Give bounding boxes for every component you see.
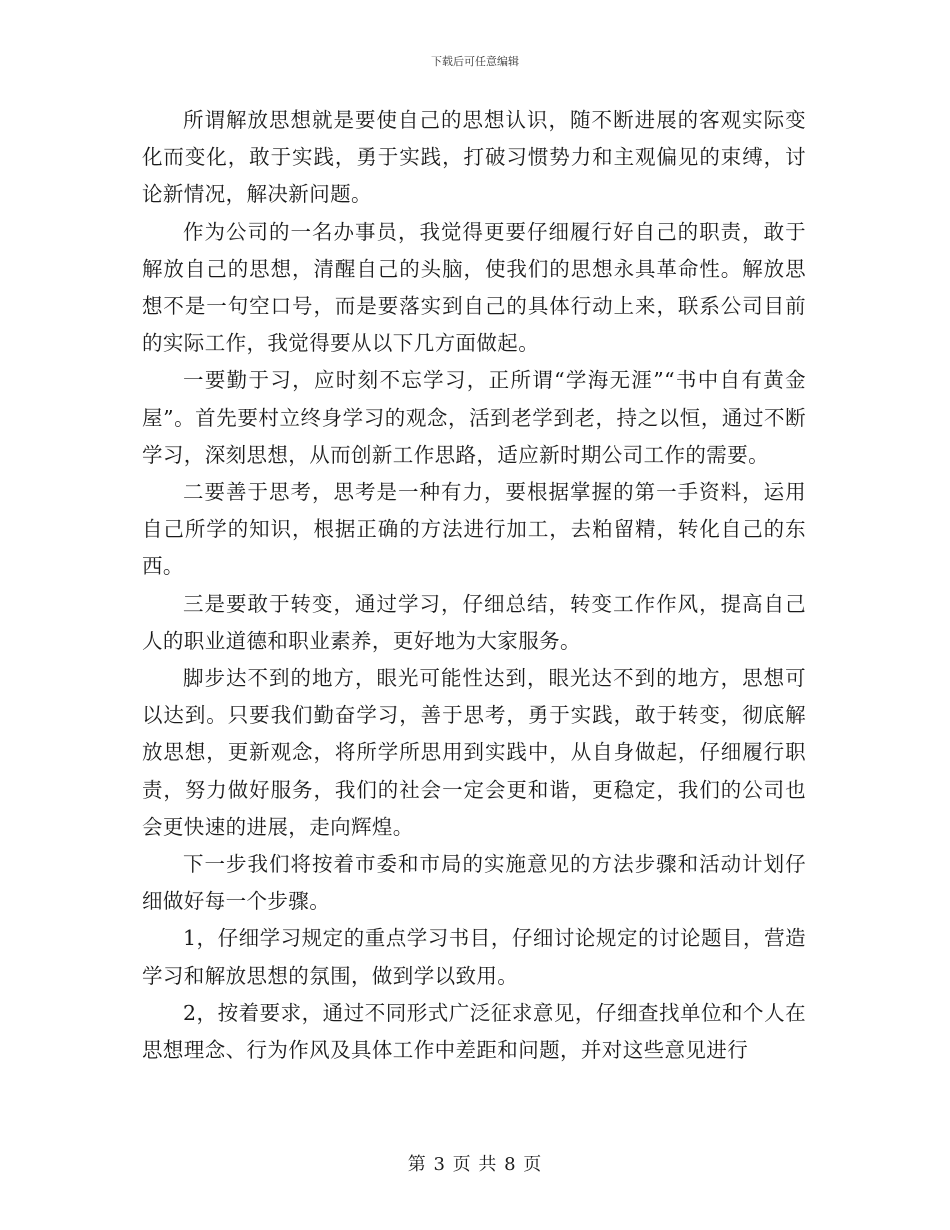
paragraph-8: 1，仔细学习规定的重点学习书目，仔细讨论规定的讨论题目，营造学习和解放思想的氛围，做到学以致用。 <box>142 926 806 988</box>
paragraph-9: 2，按着要求，通过不同形式广泛征求意见，仔细查找单位和个人在思想理念、行为作风及具体工作中差距和问题，并对这些意见进行 <box>142 1000 806 1063</box>
paragraph-2: 作为公司的一名办事员，我觉得更要仔细履行好自己的职责，敢于解放自己的思想，清醒自己的头脑，使我们的思想永具革命性。解放思想不是一句空口号，而是要落实到自己的具体行动上来，联系公司目前的实际工作，我觉得要从以下几方面做起。 <box>142 219 806 356</box>
paragraph-4: 二要善于思考，思考是一种有力，要根据掌握的第一手资料，运用自己所学的知识，根据正确的方法进行加工，去粕留精，转化自己的东西。 <box>142 480 806 579</box>
paragraph-3: 一要勤于习，应时刻不忘学习，正所谓“学海无涯”“书中自有黄金屋”。首先要村立终身学习的观念，活到老学到老，持之以恒，通过不断学习，深刻思想，从而创新工作思路，适应新时期公司工作的需要。 <box>142 368 806 467</box>
page-number: 第 3 页 共 8 页 <box>407 1154 543 1175</box>
document-body <box>142 102 806 1069</box>
paragraph-1: 所谓解放思想就是要使自己的思想认识，随不断进展的客观实际变化而变化，敢于实践，勇于实践，打破习惯势力和主观偏见的束缚，讨论新情况，解决新问题。 <box>142 108 806 207</box>
paragraph-7: 下一步我们将按着市委和市局的实施意见的方法步骤和活动计划仔细做好每一个步骤。 <box>142 852 806 914</box>
paragraph-5: 三是要敢于转变，通过学习，仔细总结，转变工作作风，提高自己人的职业道德和职业素养，更好地为大家服务。 <box>142 591 806 653</box>
page-header: 下载后可任意编辑 <box>431 55 519 68</box>
paragraph-6: 脚步达不到的地方，眼光可能性达到，眼光达不到的地方，思想可以达到。只要我们勤奋学习，善于思考，勇于实践，敢于转变，彻底解放思想，更新观念，将所学所思用到实践中，从自身做起，仔细履行职责，努力做好服务，我们的社会一定会更和谐，更稳定，我们的公司也会更快速的进展，走向辉煌。 <box>142 666 806 839</box>
